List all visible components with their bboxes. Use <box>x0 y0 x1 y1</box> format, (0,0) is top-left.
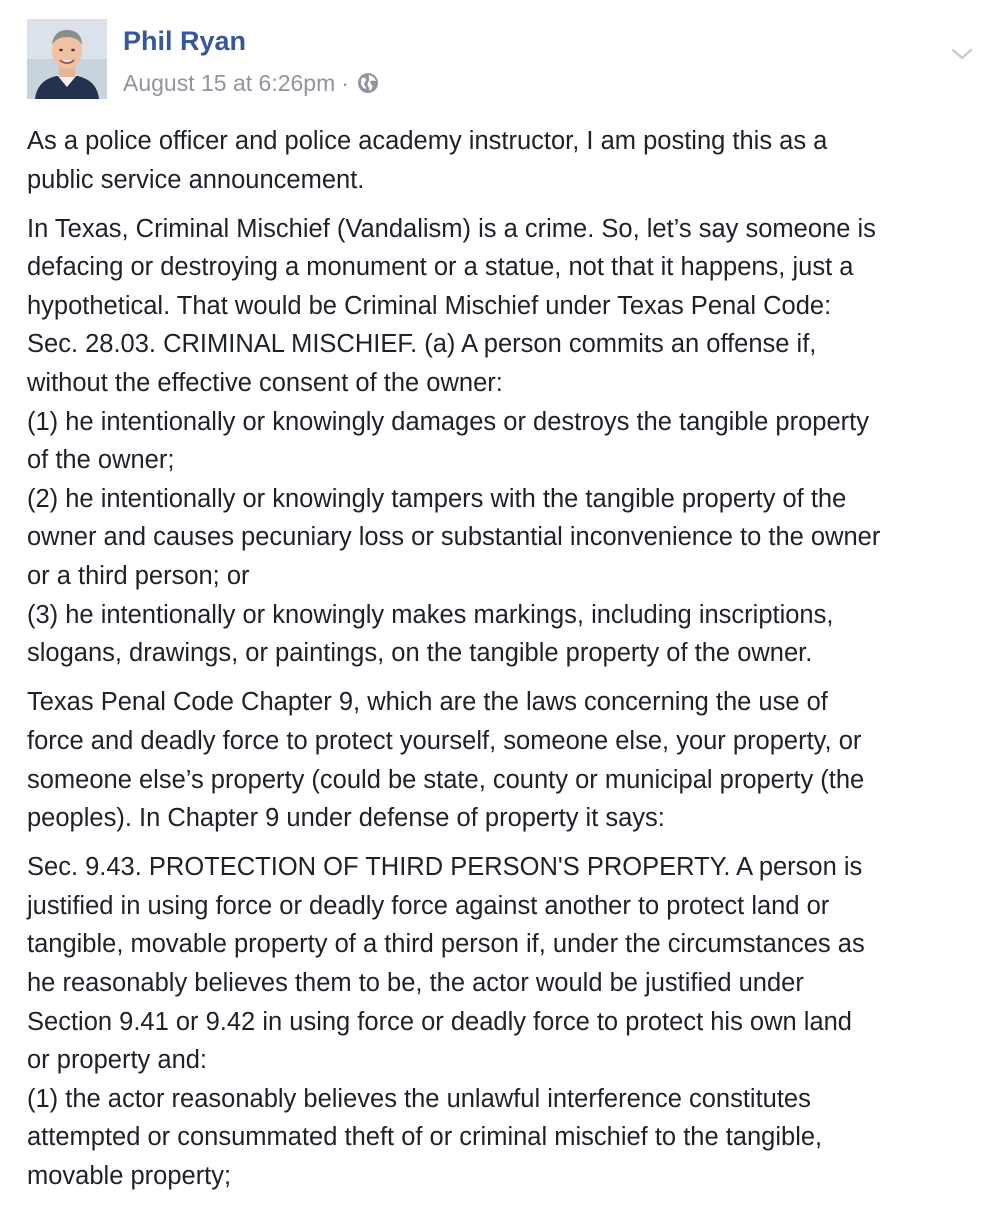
post-paragraph: Texas Penal Code Chapter 9, which are the laws concerning the use of force and deadly force to protect yourself, someone else, your property, or someone else’s property (could be state, county or municipal property (the peoples). In Chapter 9 under defense of property it says: <box>27 688 865 833</box>
chevron-down-icon[interactable] <box>950 45 974 63</box>
avatar[interactable] <box>27 19 107 99</box>
post-paragraph: In Texas, Criminal Mischief (Vandalism) is a crime. So, let’s say someone is defacing or destroying a monument or a statue, not that it happens, just a hypothetical. That would be Criminal Mischief under Texas Penal Code: Sec. 28.03. CRIMINAL MISCHIEF. (a) A person commits an offense if, without the effective consent of the owner: (1) he intentionally or knowingly damages or destroys the tangible property of the owner; (2) he intentionally or knowingly tampers with the tangible property of the owner and causes pecuniary loss or substantial inconvenience to the owner or a third person; or (3) he intentionally or knowingly makes markings, including inscriptions, slogans, drawings, or paintings, on the tangible property of the owner. <box>27 214 881 668</box>
post-body <box>27 122 987 1206</box>
author-name[interactable]: Phil Ryan <box>123 26 247 56</box>
post-header <box>27 19 1000 101</box>
meta-separator: · <box>341 70 349 96</box>
globe-icon[interactable] <box>357 72 379 94</box>
post-paragraph: As a police officer and police academy instructor, I am posting this as a public service announcement. <box>27 127 828 194</box>
post-paragraph: Sec. 9.43. PROTECTION OF THIRD PERSON'S PROPERTY. A person is justified in using force or deadly force against another to protect land or tangible, movable property of a third person if, under the circumstances as he reasonably believes them to be, the actor would be justified under Section 9.41 or 9.42 in using force or deadly force to protect his own land or property and: (1) the actor reasonably believes the unlawful interference constitutes attempted or consummated theft of or criminal mischief to the tangible, movable property; <box>27 853 865 1190</box>
avatar-image <box>27 19 107 99</box>
post-timestamp[interactable]: August 15 at 6:26pm <box>123 70 336 96</box>
post-meta <box>123 69 379 97</box>
